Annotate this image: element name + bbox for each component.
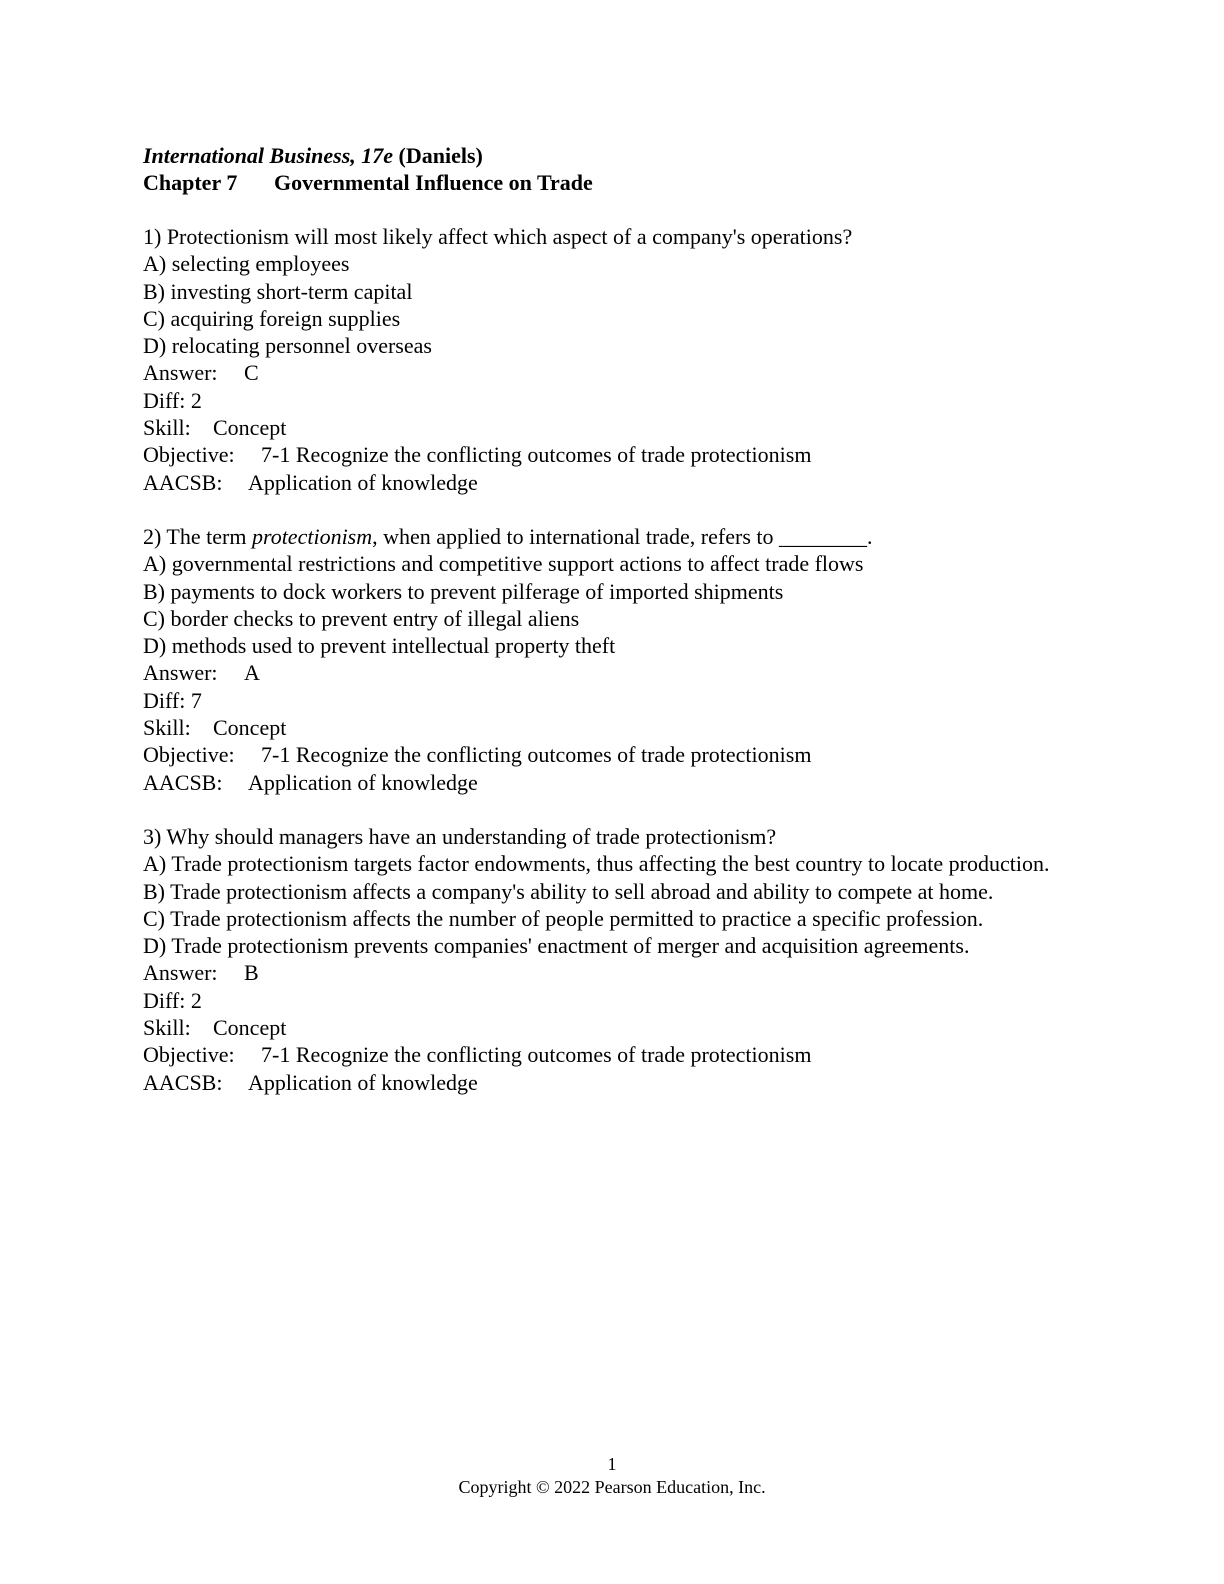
stem-start: 2) The term xyxy=(143,523,252,549)
book-title: International Business, 17e xyxy=(143,143,394,168)
question-1 xyxy=(143,223,1103,496)
page-number: 1 xyxy=(607,1454,617,1474)
chapter-header xyxy=(143,169,1103,196)
skill-label: Skill: xyxy=(143,715,191,741)
book-author: (Daniels) xyxy=(398,143,483,168)
aacsb-label: AACSB: xyxy=(143,1069,223,1095)
objective-label: Objective: xyxy=(143,442,235,468)
skill-line xyxy=(143,414,1103,441)
option-b: B) investing short-term capital xyxy=(143,278,413,304)
option-b: B) payments to dock workers to prevent pilferage of imported shipments xyxy=(143,578,784,604)
answer-line xyxy=(143,959,1103,986)
option-a: A) selecting employees xyxy=(143,251,350,277)
difficulty-line: Diff: 2 xyxy=(143,387,202,413)
option-d: D) methods used to prevent intellectual property theft xyxy=(143,633,616,659)
question-stem: 1) Protectionism will most likely affect which aspect of a company's operations? xyxy=(143,224,853,249)
objective-value: 7-1 Recognize the conflicting outcomes of trade protectionism xyxy=(261,442,812,468)
aacsb-value: Application of knowledge xyxy=(248,769,478,795)
objective-line xyxy=(143,1041,1103,1068)
book-header xyxy=(143,142,1103,169)
objective-line xyxy=(143,741,1103,768)
objective-label: Objective: xyxy=(143,742,235,768)
skill-line xyxy=(143,1014,1103,1041)
answer-label: Answer: xyxy=(143,360,218,386)
answer-value: B xyxy=(244,960,259,986)
copyright-notice: Copyright © 2022 Pearson Education, Inc. xyxy=(458,1477,766,1497)
difficulty-line: Diff: 7 xyxy=(143,687,202,713)
skill-value: Concept xyxy=(213,715,287,741)
objective-value: 7-1 Recognize the conflicting outcomes of trade protectionism xyxy=(261,742,812,768)
stem-emphasis: protectionism xyxy=(251,523,373,549)
aacsb-label: AACSB: xyxy=(143,769,223,795)
stem-end: , when applied to international trade, refers to ________. xyxy=(372,523,873,549)
aacsb-line xyxy=(143,769,1103,796)
aacsb-label: AACSB: xyxy=(143,469,223,495)
objective-line xyxy=(143,441,1103,468)
aacsb-line xyxy=(143,469,1103,496)
question-stem xyxy=(143,523,1103,550)
option-d: D) relocating personnel overseas xyxy=(143,333,432,359)
option-a: A) Trade protectionism targets factor endowments, thus affecting the best country to locate production. xyxy=(143,851,1050,877)
option-b: B) Trade protectionism affects a company's ability to sell abroad and ability to compete at home. xyxy=(143,878,994,904)
skill-value: Concept xyxy=(213,415,287,441)
option-c: C) border checks to prevent entry of illegal aliens xyxy=(143,605,580,631)
option-c: C) Trade protectionism affects the number of people permitted to practice a specific profession. xyxy=(143,905,984,931)
aacsb-value: Application of knowledge xyxy=(248,469,478,495)
option-d: D) Trade protectionism prevents companies' enactment of merger and acquisition agreements. xyxy=(143,933,970,959)
document-page xyxy=(143,142,1103,1096)
question-stem: 3) Why should managers have an understanding of trade protectionism? xyxy=(143,823,777,849)
answer-line xyxy=(143,659,1103,686)
answer-line xyxy=(143,359,1103,386)
question-3 xyxy=(143,823,1103,1096)
option-c: C) acquiring foreign supplies xyxy=(143,305,401,331)
aacsb-value: Application of knowledge xyxy=(248,1069,478,1095)
answer-value: C xyxy=(244,360,259,386)
skill-line xyxy=(143,714,1103,741)
skill-label: Skill: xyxy=(143,1015,191,1041)
question-2 xyxy=(143,523,1103,796)
chapter-number: Chapter 7 xyxy=(143,170,238,195)
objective-label: Objective: xyxy=(143,1042,235,1068)
answer-label: Answer: xyxy=(143,660,218,686)
answer-value: A xyxy=(244,660,260,686)
option-a: A) governmental restrictions and competitive support actions to affect trade flows xyxy=(143,551,864,577)
objective-value: 7-1 Recognize the conflicting outcomes of trade protectionism xyxy=(261,1042,812,1068)
skill-label: Skill: xyxy=(143,415,191,441)
chapter-title: Governmental Influence on Trade xyxy=(274,170,593,195)
answer-label: Answer: xyxy=(143,960,218,986)
aacsb-line xyxy=(143,1069,1103,1096)
skill-value: Concept xyxy=(213,1015,287,1041)
difficulty-line: Diff: 2 xyxy=(143,987,202,1013)
